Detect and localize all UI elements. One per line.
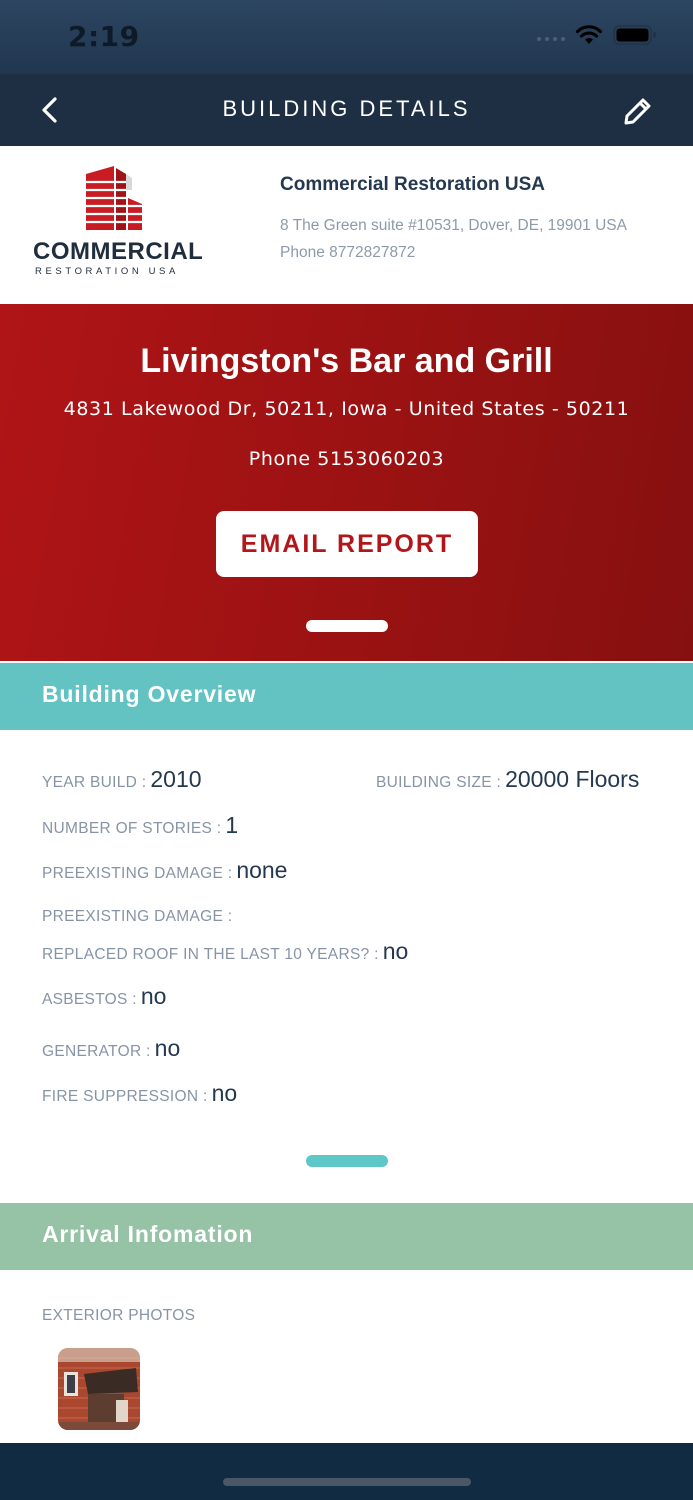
cellular-signal-icon [537, 37, 565, 41]
home-indicator[interactable] [223, 1478, 471, 1486]
field-label: FIRE SUPPRESSION : [42, 1088, 208, 1105]
preexisting-damage-field [42, 857, 287, 884]
building-logo-icon [30, 164, 200, 236]
collapse-handle[interactable] [306, 620, 388, 632]
field-label: BUILDING SIZE : [376, 774, 502, 791]
status-bar [0, 0, 693, 74]
field-label: PREEXISTING DAMAGE : [42, 908, 233, 925]
field-label: YEAR BUILD : [42, 774, 147, 791]
field-value: no [154, 1035, 181, 1061]
field-label: GENERATOR : [42, 1043, 151, 1060]
field-value: 20000 Floors [505, 766, 640, 792]
field-value: no [140, 983, 167, 1009]
fire-suppression-field [42, 1080, 237, 1107]
email-report-button[interactable]: EMAIL REPORT [216, 511, 478, 577]
company-info [0, 146, 693, 304]
logo-tagline: RESTORATION USA [35, 266, 179, 277]
logo-wordmark: COMMERCIAL [33, 238, 204, 265]
field-value: 1 [225, 812, 239, 838]
field-label: REPLACED ROOF IN THE LAST 10 YEARS? : [42, 946, 379, 963]
field-value: no [211, 1080, 238, 1106]
replaced-roof-field [42, 938, 408, 965]
building-name: Livingston's Bar and Grill [140, 342, 553, 380]
asbestos-field [42, 983, 166, 1010]
page-title: BUILDING DETAILS [222, 96, 471, 121]
exterior-photo-image [58, 1348, 140, 1430]
building-size-field [376, 766, 639, 793]
field-label: NUMBER OF STORIES : [42, 820, 222, 837]
building-overview-header[interactable] [0, 663, 693, 730]
field-label: PREEXISTING DAMAGE : [42, 865, 233, 882]
field-value: 2010 [150, 766, 202, 792]
preexisting-damage-field-2 [42, 900, 236, 927]
exterior-photos-label: EXTERIOR PHOTOS [42, 1307, 196, 1324]
pencil-icon[interactable] [621, 94, 655, 128]
year-build-field [42, 766, 202, 793]
section-title: Arrival Infomation [42, 1221, 254, 1247]
building-header [0, 304, 693, 661]
battery-icon [613, 24, 657, 46]
wifi-icon [575, 24, 603, 46]
status-icons [537, 24, 657, 46]
field-value: none [236, 857, 288, 883]
section-title: Building Overview [42, 681, 257, 707]
nav-bar [0, 74, 693, 146]
bottom-bar [0, 1443, 693, 1500]
company-logo [30, 164, 204, 277]
company-name: Commercial Restoration USA [280, 174, 546, 195]
status-time: 2:19 [68, 20, 140, 53]
building-phone: Phone 5153060203 [248, 448, 445, 470]
arrival-information-header[interactable] [0, 1203, 693, 1270]
company-address: 8 The Green suite #10531, Dover, DE, 19901 USA Phone 8772827872 [280, 217, 627, 261]
generator-field [42, 1035, 180, 1062]
exterior-photo-thumbnail[interactable] [58, 1348, 140, 1430]
building-address: 4831 Lakewood Dr, 50211, Iowa - United States - 50211 [63, 398, 630, 420]
field-label: ASBESTOS : [42, 991, 137, 1008]
field-value: no [382, 938, 409, 964]
stories-field [42, 812, 238, 839]
overview-collapse-handle[interactable] [306, 1155, 388, 1167]
